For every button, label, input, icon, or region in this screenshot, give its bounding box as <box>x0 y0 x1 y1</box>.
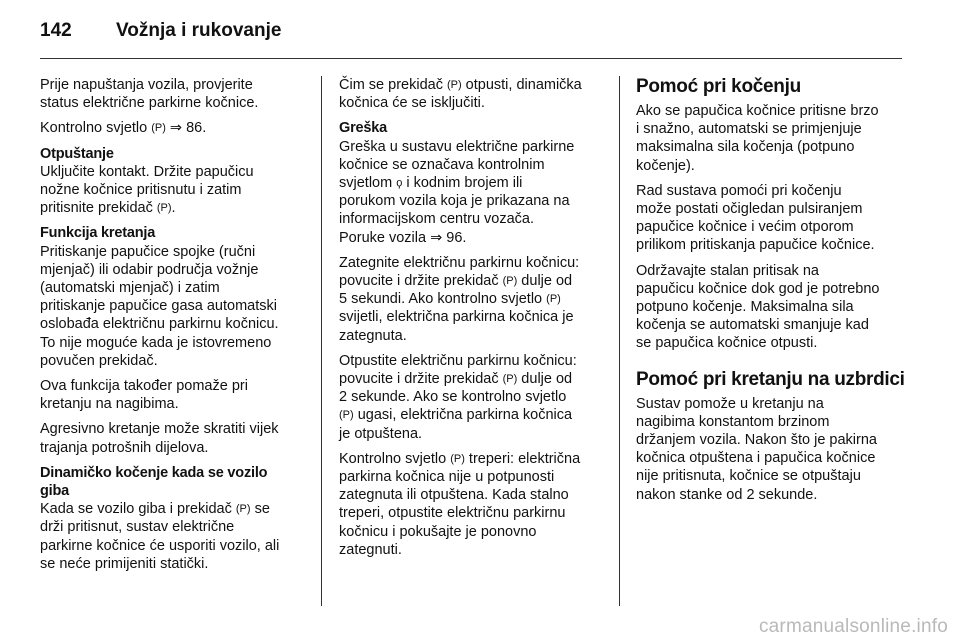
paragraph: Otpustite električnu parkirnu kočnicu: povucite i držite prekidač (P) dulje od 2 sekunde. Ako se kontrolno svjetlo (P) ugasi, električna parkirna kočnica je otpuštena. <box>339 352 577 442</box>
paragraph: Kontrolno svjetlo (P) ⇒ 86. <box>40 120 207 137</box>
paragraph: Ako se papučica kočnice pritisne brzo i snažno, automatski se primjenjuje maksimalna sila kočenja (potpuno kočenje). <box>636 103 879 174</box>
paragraph: Kontrolno svjetlo (P) treperi: električna parkirna kočnica nije u potpunosti zategnuta ili otpuštena. Kada stalno treperi, otpustite električnu parkirnu kočnicu i pokušajte je ponovno zategnuti. <box>339 450 581 558</box>
paragraph: Zategnite električnu parkirnu kočnicu: povucite i držite prekidač (P) dulje od 5 sekundi. Ako kontrolno svjetlo (P) svijetli, električna parkirna kočnica je zategnuta. <box>339 254 580 344</box>
paragraph: Ova funkcija također pomaže pri kretanju na nagibima. <box>40 378 248 413</box>
paragraph: Sustav pomože u kretanju na nagibima konstantom brzinom držanjem vozila. Nakon što je pakirna kočnica otpuštena i papučica kočnice nije pritisnuta, kočnice se otpuštaju nakon stanke od 2 sekunde. <box>636 395 877 503</box>
warning-icon: ϙ <box>396 177 403 190</box>
parking-brake-icon: (P) <box>450 452 465 465</box>
parking-brake-icon: (P) <box>446 79 462 91</box>
section-heading: Pomoć pri kočenju <box>636 76 801 97</box>
paragraph: Agresivno kretanje može skratiti vijek trajanja potrošnih dijelova. <box>40 421 279 456</box>
page-header <box>40 14 281 48</box>
column-3 <box>636 76 905 511</box>
parking-brake-icon: (P) <box>151 122 166 135</box>
page-number: 142 <box>40 20 72 41</box>
parking-brake-icon: (P) <box>546 293 561 306</box>
subheading: giba <box>40 483 70 500</box>
subheading: Otpuštanje <box>40 145 114 162</box>
parking-brake-icon: (P) <box>502 275 518 288</box>
parking-brake-icon: (P) <box>235 503 251 516</box>
page-title: Vožnja i rukovanje <box>116 20 282 41</box>
column-2 <box>339 76 609 566</box>
column-1 <box>40 76 310 580</box>
watermark: carmanualsonline.info <box>758 616 948 637</box>
paragraph: Čim se prekidač (P) otpusti, dinamička kočnica će se isključiti. <box>339 77 582 112</box>
parking-brake-icon: (P) <box>339 409 354 422</box>
parking-brake-icon: (P) <box>502 373 518 386</box>
subheading: Dinamičko kočenje kada se vozilo <box>40 464 268 481</box>
section-fault: Greška Greška u sustavu električne parkirne kočnice se označava kontrolnim svjetlom ϙ i kodnim brojem ili porukom vozila koja je prikazana na informacijskom centru vozača. Poruke vozila ⇒ 96. <box>339 119 609 246</box>
paragraph: Održavajte stalan pritisak na papučicu kočnice dok god je potrebno potpuno kočenje. Maksimalna sila kočenja se automatski smanjuje kad se papučica kočnice otpusti. <box>636 262 880 352</box>
paragraph: Rad sustava pomoći pri kočenju može postati očigledan pulsiranjem papučice kočnice i većim otporom prilikom pritiskanja papučice kočnice. <box>636 182 875 254</box>
column-divider <box>619 76 620 606</box>
section-heading: Pomoć pri kretanju na uzbrdici <box>636 368 905 390</box>
parking-brake-icon: (P) <box>156 202 172 215</box>
subheading: Greška <box>339 120 387 137</box>
section-dynamic-braking: Dinamičko kočenje kada se vozilo giba Kada se vozilo giba i prekidač (P) se drži pritisnut, sustav električne parkirne kočnice će usporiti vozilo, ali se neće primijeniti statički. <box>40 464 310 573</box>
section-drive-away: Funkcija kretanja Pritiskanje papučice spojke (ručni mjenjač) ili odabir područja vožnje (automatski mjenjač) i zatim pritiskanje papučice gasa automatski oslobađa električnu parkirnu kočnicu. To nije moguće kada je istovremeno povučen prekidač. <box>40 224 310 370</box>
subheading: Funkcija kretanja <box>40 225 156 242</box>
paragraph: Prije napuštanja vozila, provjerite status električne parkirne kočnice. <box>40 77 259 112</box>
page-ref-arrow-icon: ⇒ <box>165 120 183 137</box>
column-divider <box>321 76 322 606</box>
section-release: Otpuštanje Uključite kontakt. Držite papučicu nožne kočnice pritisnutu i zatim pritisnite prekidač (P). <box>40 145 310 218</box>
page-ref-arrow-icon: ⇒ <box>430 229 443 246</box>
header-rule <box>40 58 902 59</box>
